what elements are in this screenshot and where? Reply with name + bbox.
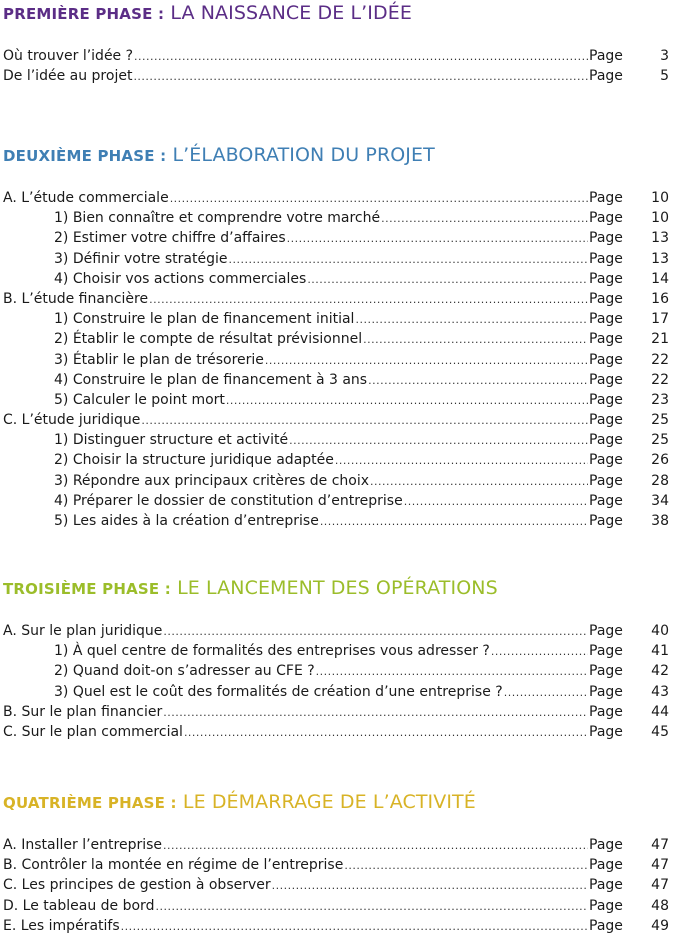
page-number: 42: [651, 663, 669, 680]
phase-name: LA NAISSANCE DE L’IDÉE: [170, 2, 412, 24]
page-number: 14: [651, 270, 669, 287]
phase-2-title: [3, 143, 669, 168]
toc-entry[interactable]: [3, 875, 669, 895]
page-number: 25: [651, 432, 669, 449]
dot-leader: [307, 270, 588, 290]
page-number: 43: [651, 683, 669, 700]
toc-subentry[interactable]: [3, 208, 669, 228]
entry-label: 1) Construire le plan de financement initial: [54, 311, 355, 328]
entry-label: De l’idée au projet: [3, 68, 133, 85]
entry-label: D. Le tableau de bord: [3, 897, 155, 914]
page-word: Page: [589, 391, 623, 408]
page-number: 10: [651, 210, 669, 227]
page-number: 13: [651, 250, 669, 267]
toc-entry[interactable]: [3, 835, 669, 855]
entry-label: 4) Préparer le dossier de constitution d’entreprise: [54, 492, 403, 509]
entry-label: B. L’étude financière: [3, 290, 149, 307]
entry-label: C. Sur le plan commercial: [3, 723, 183, 740]
page-number: 41: [651, 643, 669, 660]
phase-4-section: [3, 790, 669, 936]
toc-entry[interactable]: [3, 916, 669, 936]
dot-leader: [149, 290, 588, 310]
toc-subentry[interactable]: [3, 450, 669, 470]
dot-leader: [141, 411, 588, 431]
page-word: Page: [589, 68, 623, 85]
page-number: 21: [651, 331, 669, 348]
page-word: Page: [589, 351, 623, 368]
page-number: 38: [651, 513, 669, 529]
toc-entry[interactable]: [3, 188, 669, 208]
dot-leader: [163, 703, 588, 723]
page-number: 16: [651, 290, 669, 307]
dot-leader: [134, 47, 588, 67]
entry-label: 5) Calculer le point mort: [54, 391, 225, 408]
toc-subentry[interactable]: [3, 249, 669, 269]
toc-subentry[interactable]: [3, 390, 669, 410]
entry-label: 2) Choisir la structure juridique adaptée: [54, 452, 334, 469]
dot-leader: [504, 683, 588, 703]
dot-leader: [381, 209, 588, 229]
entry-label: 1) À quel centre de formalités des entreprises vous adresser ?: [54, 643, 490, 660]
dot-leader: [370, 472, 588, 492]
page-number: 49: [651, 917, 669, 934]
page-number: 28: [651, 472, 669, 489]
phase-3-section: [3, 576, 669, 742]
page-word: Page: [589, 250, 623, 267]
page-number: 5: [660, 68, 669, 85]
entry-label: 1) Distinguer structure et activité: [54, 432, 289, 449]
phase-label: QUATRIÈME PHASE :: [3, 794, 177, 812]
entry-label: 1) Bien connaître et comprendre votre marché: [54, 210, 381, 227]
phase-3-title: [3, 576, 669, 601]
page-word: Page: [589, 210, 623, 227]
page-number: 3: [660, 48, 669, 64]
phase-name: L’ÉLABORATION DU PROJET: [172, 144, 435, 166]
page-number: 25: [651, 412, 669, 429]
dot-leader: [163, 836, 588, 856]
dot-leader: [320, 512, 588, 532]
dot-leader: [368, 371, 588, 391]
page-number: 34: [651, 492, 669, 509]
entry-label: B. Sur le plan financier: [3, 703, 163, 720]
dot-leader: [363, 330, 588, 350]
phase-2-section: [3, 143, 669, 531]
toc-subentry[interactable]: [3, 430, 669, 450]
toc-subentry[interactable]: [3, 228, 669, 248]
page-number: 47: [651, 857, 669, 874]
entry-label: C. Les principes de gestion à observer: [3, 877, 271, 894]
toc-list: [3, 46, 669, 86]
toc-entry[interactable]: [3, 702, 669, 722]
page-word: Page: [589, 472, 623, 489]
page-word: Page: [589, 917, 623, 934]
entry-label: 2) Quand doit-on s’adresser au CFE ?: [54, 663, 315, 680]
page-number: 22: [651, 351, 669, 368]
page-word: Page: [589, 311, 623, 328]
toc-subentry[interactable]: [3, 511, 669, 531]
dot-leader: [272, 876, 588, 896]
entry-label: 4) Construire le plan de financement à 3 ans: [54, 371, 368, 388]
toc-entry[interactable]: [3, 46, 669, 66]
dot-leader: [121, 917, 588, 937]
entry-label: 4) Choisir vos actions commerciales: [54, 270, 307, 287]
dot-leader: [335, 451, 588, 471]
page-number: 13: [651, 230, 669, 247]
dot-leader: [355, 310, 588, 330]
page-word: Page: [589, 190, 623, 206]
dot-leader: [265, 351, 588, 371]
toc-entry[interactable]: [3, 722, 669, 742]
page-word: Page: [589, 857, 623, 874]
page-word: Page: [589, 513, 623, 529]
page-number: 48: [651, 897, 669, 914]
page-number: 17: [651, 311, 669, 328]
phase-label: PREMIÈRE PHASE :: [3, 5, 165, 23]
page-number: 45: [651, 723, 669, 740]
page-word: Page: [589, 723, 623, 740]
phase-label: DEUXIÈME PHASE :: [3, 147, 167, 165]
entry-label: 3) Quel est le coût des formalités de création d’une entreprise ?: [54, 683, 503, 700]
entry-label: 3) Établir le plan de trésorerie: [54, 351, 264, 368]
dot-leader: [133, 67, 588, 87]
entry-label: 2) Établir le compte de résultat prévisionnel: [54, 331, 363, 348]
toc-subentry[interactable]: [3, 661, 669, 681]
page-word: Page: [589, 492, 623, 509]
page-word: Page: [589, 663, 623, 680]
page-word: Page: [589, 683, 623, 700]
page-number: 22: [651, 371, 669, 388]
toc-list: [3, 188, 669, 531]
toc-entry[interactable]: [3, 621, 669, 641]
entry-label: 5) Les aides à la création d’entreprise: [54, 513, 319, 529]
toc-subentry[interactable]: [3, 370, 669, 390]
page-word: Page: [589, 877, 623, 894]
entry-label: C. L’étude juridique: [3, 412, 141, 429]
phase-name: LE DÉMARRAGE DE L’ACTIVITÉ: [182, 791, 476, 813]
page-number: 44: [651, 703, 669, 720]
page-word: Page: [589, 837, 623, 853]
toc-subentry[interactable]: [3, 471, 669, 491]
page-number: 26: [651, 452, 669, 469]
dot-leader: [184, 723, 588, 743]
toc-entry[interactable]: [3, 855, 669, 875]
toc-entry[interactable]: [3, 289, 669, 309]
entry-label: 3) Répondre aux principaux critères de choix: [54, 472, 370, 489]
page-word: Page: [589, 230, 623, 247]
page-number: 47: [651, 837, 669, 853]
dot-leader: [289, 431, 588, 451]
page-word: Page: [589, 432, 623, 449]
entry-label: 3) Définir votre stratégie: [54, 250, 228, 267]
toc-entry[interactable]: [3, 410, 669, 430]
toc-subentry[interactable]: [3, 269, 669, 289]
toc-list: [3, 621, 669, 742]
page-word: Page: [589, 897, 623, 914]
page-word: Page: [589, 331, 623, 348]
phase-1-section: [3, 1, 669, 86]
dot-leader: [404, 492, 588, 512]
dot-leader: [170, 189, 588, 209]
entry-label: A. Sur le plan juridique: [3, 623, 163, 639]
page-word: Page: [589, 270, 623, 287]
toc-subentry[interactable]: [3, 350, 669, 370]
dot-leader: [226, 391, 588, 411]
dot-leader: [155, 897, 588, 917]
page-word: Page: [589, 452, 623, 469]
page-word: Page: [589, 371, 623, 388]
page-word: Page: [589, 643, 623, 660]
dot-leader: [287, 229, 588, 249]
phase-4-title: [3, 790, 669, 815]
entry-label: A. Installer l’entreprise: [3, 837, 163, 853]
page-number: 10: [651, 190, 669, 206]
toc-entry[interactable]: [3, 896, 669, 916]
page-word: Page: [589, 48, 623, 64]
page-number: 23: [651, 391, 669, 408]
dot-leader: [228, 250, 588, 270]
toc-subentry[interactable]: [3, 682, 669, 702]
page-word: Page: [589, 623, 623, 639]
phase-name: LE LANCEMENT DES OPÉRATIONS: [177, 577, 498, 599]
page-number: 40: [651, 623, 669, 639]
dot-leader: [316, 662, 588, 682]
page-word: Page: [589, 290, 623, 307]
entry-label: Où trouver l’idée ?: [3, 48, 134, 64]
dot-leader: [344, 856, 588, 876]
entry-label: A. L’étude commerciale: [3, 190, 169, 206]
dot-leader: [491, 642, 588, 662]
page-number: 47: [651, 877, 669, 894]
toc-list: [3, 835, 669, 936]
toc-entry[interactable]: [3, 66, 669, 86]
dot-leader: [163, 622, 588, 642]
toc-subentry[interactable]: [3, 491, 669, 511]
entry-label: B. Contrôler la montée en régime de l’entreprise: [3, 857, 344, 874]
toc-subentry[interactable]: [3, 329, 669, 349]
phase-label: TROISIÈME PHASE :: [3, 580, 171, 598]
page-word: Page: [589, 703, 623, 720]
page-word: Page: [589, 412, 623, 429]
entry-label: E. Les impératifs: [3, 917, 120, 934]
toc-subentry[interactable]: [3, 641, 669, 661]
phase-1-title: [3, 1, 669, 26]
toc-subentry[interactable]: [3, 309, 669, 329]
entry-label: 2) Estimer votre chiffre d’affaires: [54, 230, 286, 247]
